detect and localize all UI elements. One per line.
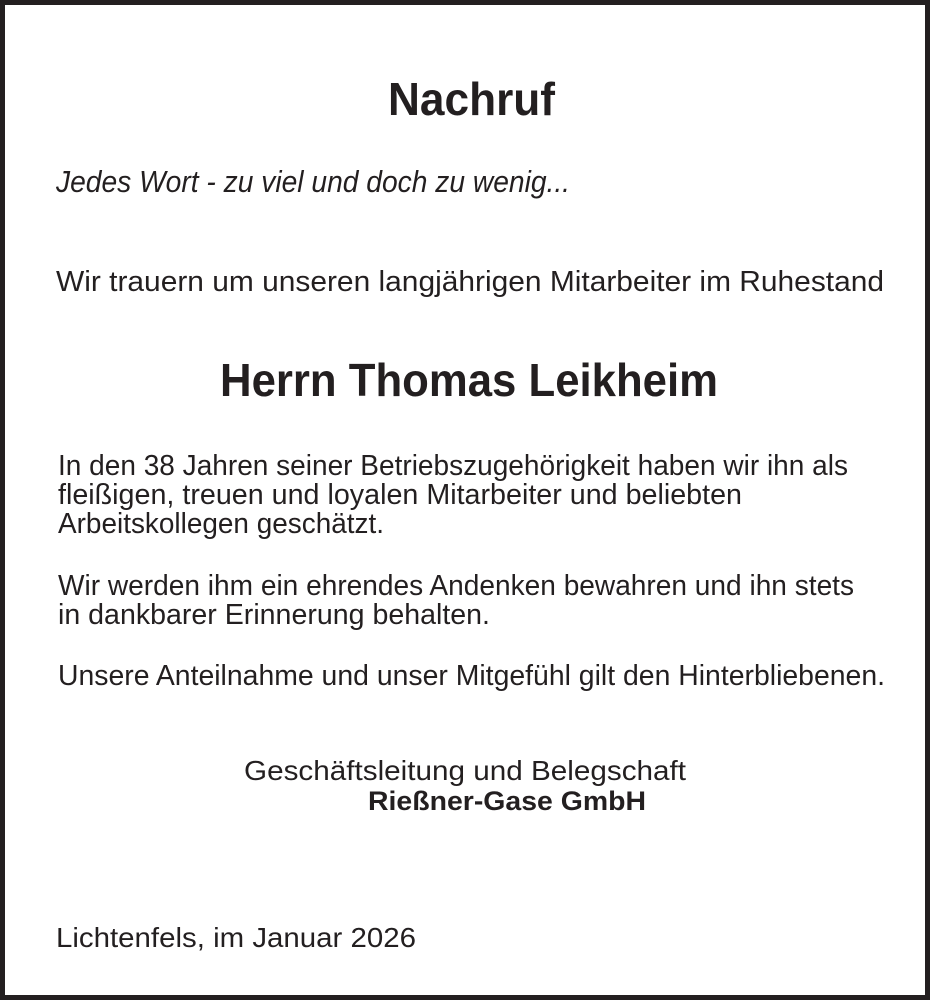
paragraph-1-line-2: fleißigen, treuen und loyalen Mitarbeiter und beliebten: [58, 479, 743, 511]
notice-motto: Jedes Wort - zu viel und doch zu wenig...: [56, 164, 571, 199]
notice-title: Nachruf: [388, 73, 555, 125]
deceased-name: Herrn Thomas Leikheim: [220, 354, 719, 406]
company-name: Rießner-Gase GmbH: [368, 786, 646, 816]
place-and-date: Lichtenfels, im Januar 2026: [56, 922, 417, 953]
notice-intro: Wir trauern um unseren langjährigen Mitarbeiter im Ruhestand: [56, 266, 885, 298]
signature-line: Geschäftsleitung und Belegschaft: [244, 755, 687, 786]
paragraph-1-line-1: In den 38 Jahren seiner Betriebszugehörigkeit haben wir ihn als: [58, 450, 848, 482]
paragraph-1-line-3: Arbeitskollegen geschätzt.: [58, 508, 385, 540]
paragraph-2-line-1: Wir werden ihm ein ehrendes Andenken bewahren und ihn stets: [58, 570, 855, 602]
paragraph-2-line-2: in dankbarer Erinnerung behalten.: [58, 599, 490, 631]
paragraph-3-line-1: Unsere Anteilnahme und unser Mitgefühl gilt den Hinterbliebenen.: [58, 660, 886, 692]
